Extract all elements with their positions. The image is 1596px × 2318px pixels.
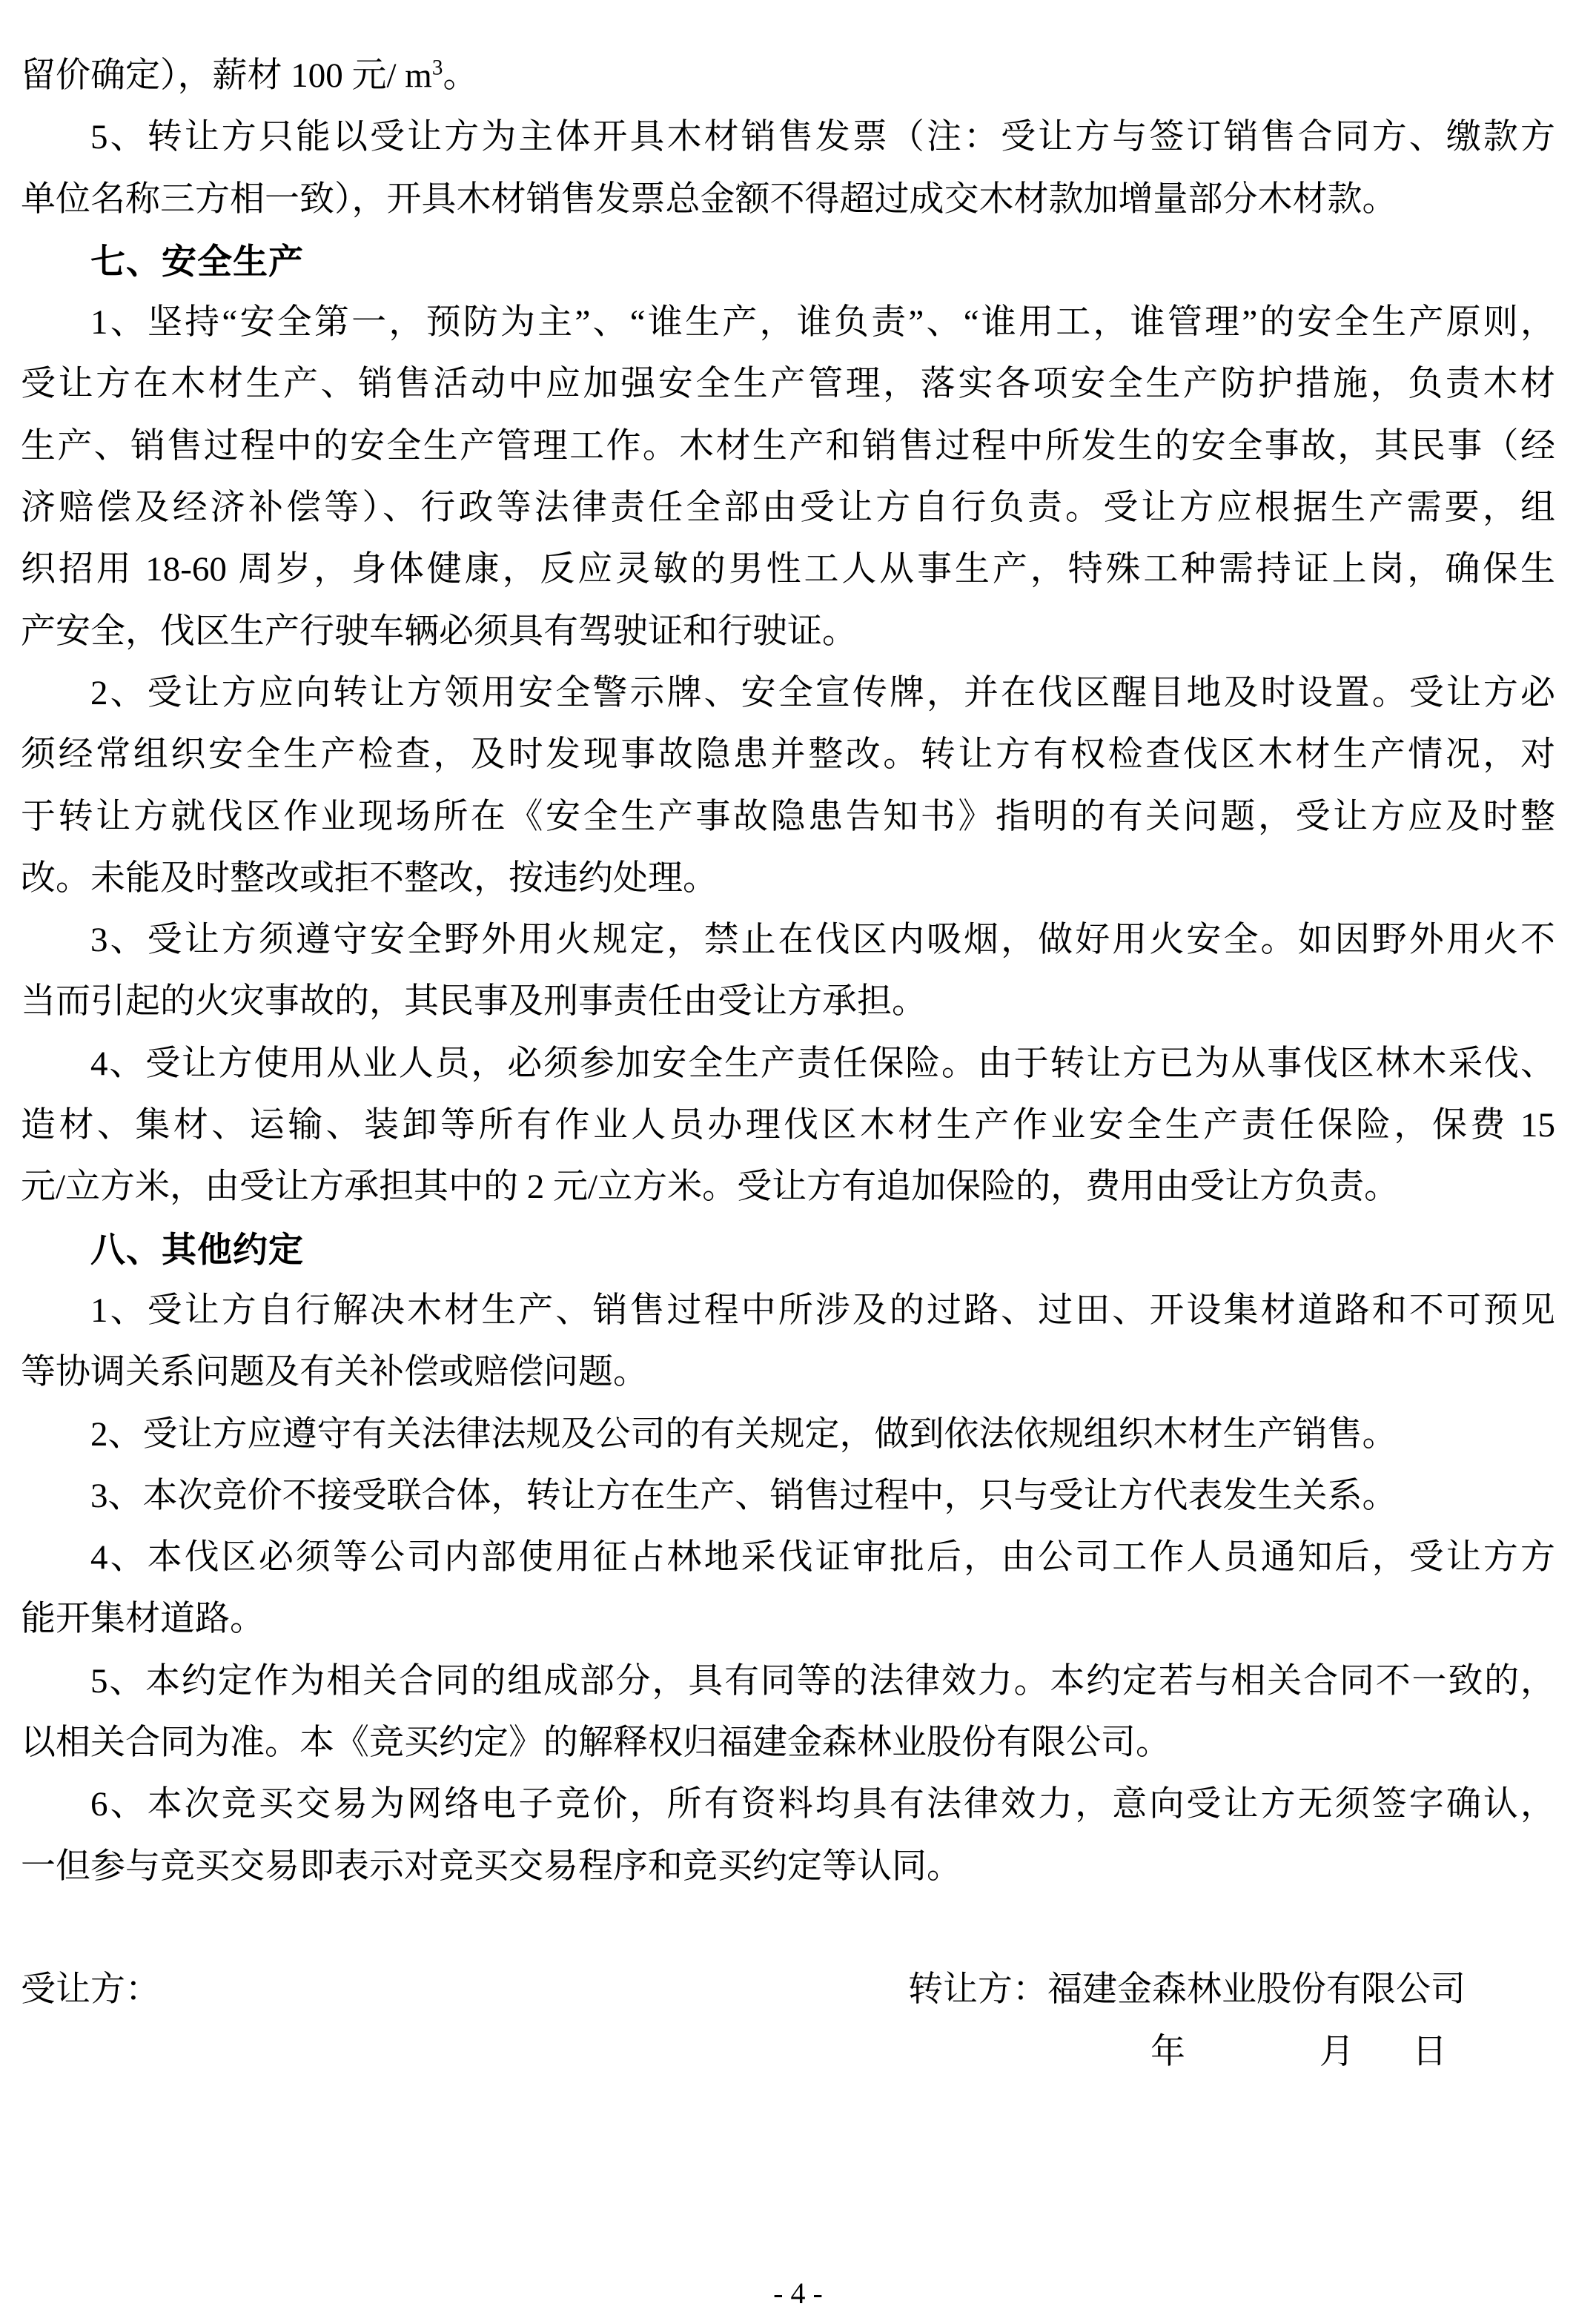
text-line: 织招用 18-60 周岁，身体健康，反应灵敏的男性工人从事生产，特殊工种需持证上岗，确保生 — [21, 550, 1555, 589]
document-body — [21, 45, 1555, 2083]
signature-row — [21, 1959, 1555, 2021]
text-line: 改。未能及时整改或拒不整改，按违约处理。 — [21, 858, 718, 898]
month-label: 月 — [1319, 2032, 1354, 2071]
text-line — [21, 45, 1555, 107]
text-line: 须经常组织安全生产检查，及时发现事故隐患并整改。转让方有权检查伐区木材生产情况，对 — [21, 735, 1555, 775]
text-line: 1、受让方自行解决木材生产、销售过程中所涉及的过路、过田、开设集材道路和不可预见 — [90, 1291, 1555, 1330]
text-segment: 。 — [443, 56, 478, 95]
section-heading: 八、其他约定 — [90, 1229, 304, 1269]
text-line: 3、受让方须遵守安全野外用火规定，禁止在伐区内吸烟，做好用火安全。如因野外用火不 — [90, 921, 1555, 960]
text-line: 5、本约定作为相关合同的组成部分，具有同等的法律效力。本约定若与相关合同不一致的， — [90, 1661, 1555, 1701]
text-line: 于转让方就伐区作业现场所在《安全生产事故隐患告知书》指明的有关问题，受让方应及时整 — [21, 797, 1555, 836]
text-line: 济赔偿及经济补偿等）、行政等法律责任全部由受让方自行负责。受让方应根据生产需要，组 — [21, 489, 1555, 528]
text-segment: 留价确定），薪材 100 元/ m — [21, 56, 432, 95]
text-line: 2、受让方应向转让方领用安全警示牌、安全宣传牌，并在伐区醒目地及时设置。受让方必 — [90, 673, 1555, 712]
text-line: 等协调关系问题及有关补偿或赔偿问题。 — [21, 1353, 648, 1392]
year-label: 年 — [1150, 2032, 1185, 2071]
text-line: 产安全，伐区生产行驶车辆必须具有驾驶证和行驶证。 — [21, 612, 857, 651]
text-line: 4、本伐区必须等公司内部使用征占林地采伐证审批后，由公司工作人员通知后，受让方方 — [90, 1538, 1555, 1577]
text-line: 受让方在木材生产、销售活动中应加强安全生产管理，落实各项安全生产防护措施，负责木材 — [21, 365, 1555, 404]
blank-line — [21, 1898, 1555, 1959]
page-number: - 4 - — [773, 2276, 823, 2310]
text-line: 6、本次竞买交易为网络电子竞价，所有资料均具有法律效力，意向受让方无须签字确认， — [90, 1785, 1555, 1824]
text-line: 单位名称三方相一致），开具木材销售发票总金额不得超过成交木材款加增量部分木材款。 — [21, 179, 1397, 219]
section-heading: 七、安全生产 — [90, 241, 304, 281]
transferor-label: 转让方：福建金森林业股份有限公司 — [908, 1970, 1466, 2010]
transferee-label: 受让方： — [21, 1970, 160, 2010]
text-line: 1、坚持“安全第一，预防为主”、“谁生产，谁负责”、“谁用工，谁管理”的安全生产原则， — [90, 303, 1555, 342]
date-row — [21, 2021, 1555, 2083]
text-line: 当而引起的火灾事故的，其民事及刑事责任由受让方承担。 — [21, 982, 927, 1021]
text-line: 造材、集材、运输、装卸等所有作业人员办理伐区木材生产作业安全生产责任保险，保费 15 — [21, 1106, 1555, 1145]
superscript: 3 — [431, 56, 443, 80]
text-line: 能开集材道路。 — [21, 1600, 265, 1639]
text-line: 5、转让方只能以受让方为主体开具木材销售发票（注：受让方与签订销售合同方、缴款方 — [90, 118, 1555, 157]
day-label: 日 — [1412, 2032, 1447, 2071]
text-line: 3、本次竞价不接受联合体，转让方在生产、销售过程中，只与受让方代表发生关系。 — [90, 1476, 1397, 1515]
text-line: 以相关合同为准。本《竞买约定》的解释权归福建金森林业股份有限公司。 — [21, 1723, 1170, 1763]
text-line: 4、受让方使用从业人员，必须参加安全生产责任保险。由于转让方已为从事伐区林木采伐、 — [90, 1044, 1555, 1083]
text-line: 一但参与竞买交易即表示对竞买交易程序和竞买约定等认同。 — [21, 1847, 961, 1886]
text-line: 生产、销售过程中的安全生产管理工作。木材生产和销售过程中所发生的安全事故，其民事（经 — [21, 426, 1555, 466]
text-line: 元/立方米，由受让方承担其中的 2 元/立方米。受让方有追加保险的，费用由受让方负责。 — [21, 1168, 1400, 1207]
text-line: 2、受让方应遵守有关法律法规及公司的有关规定，做到依法依规组织木材生产销售。 — [90, 1414, 1397, 1454]
